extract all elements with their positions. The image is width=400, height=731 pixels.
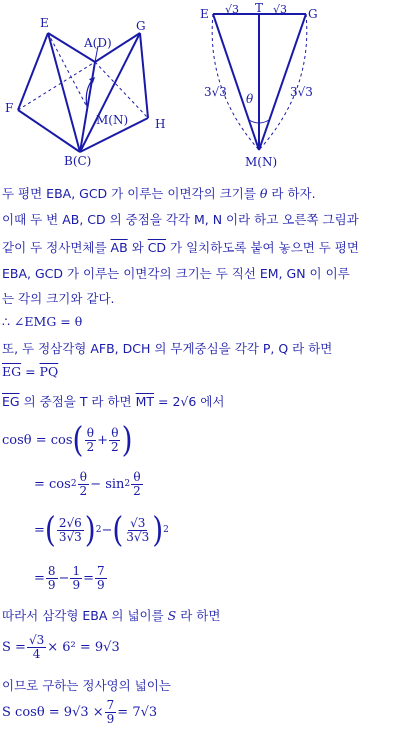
eq2-eq: = cos [34,476,71,492]
label-AD: A(D) [84,36,112,50]
segment-EG: $\overline{EG}$ [2,364,22,379]
fraction: $\frac{\theta}{2}$ [111,425,119,454]
label-H: H [155,117,166,131]
label-MN: M(N) [245,155,278,169]
square-2: 2 [124,479,131,489]
plus: + [97,432,109,448]
square-1: 2 [70,479,77,489]
text-line-5 [2,289,115,307]
text-t1c: 라 하면 [176,608,221,623]
eq1-lhs: cosθ = cos [2,432,73,448]
right-figure [196,0,400,178]
equation-4 [34,560,108,596]
S-lhs: S = [2,639,26,655]
equals: = [83,570,94,586]
equation-2 [34,466,144,502]
label-G: G [308,7,318,21]
minus: − [58,570,70,586]
label-E: E [40,16,49,30]
text-line-7 [2,339,332,357]
label-top-left: √3 [225,3,240,16]
label-side-right: 3√3 [290,85,313,99]
fraction: $\frac{8}{9}$ [47,563,56,592]
paren-open: ( [72,418,84,460]
text-line-2 [2,210,359,228]
segment-AB: $\overline{AB}$ [110,240,128,255]
text-l9d: = 2√6 에서 [154,394,225,409]
label-T: T [255,1,264,15]
text-l8b: = [21,364,40,379]
segment-CD: $\overline{CD}$ [147,240,167,255]
segment-EG-2: $\overline{EG}$ [2,394,20,409]
label-side-left: 3√3 [204,85,227,99]
final-lhs: S cosθ = 9√3 × [2,704,104,720]
text-l2a: 이때 두 변 AB, CD 의 중점을 각각 M, N 이라 하고 오른쪽 그림과 [2,212,359,227]
text-line-3 [2,238,359,256]
eq4-eq: = [34,570,45,586]
text-l4a: EBA, GCD 가 이루는 이면각의 크기는 두 직선 EM, GN 이 이루 [2,266,350,281]
label-MN: M(N) [96,113,129,127]
segment-PQ: $\overline{PQ}$ [39,364,59,379]
fraction: $\frac{2√6}{3√3}$ [58,515,82,544]
eq3-eq: = [34,522,45,538]
equation-1 [2,420,133,460]
text-line-9 [2,392,224,410]
equation-final [2,695,157,729]
fraction: $\frac{\theta}{2}$ [86,425,95,454]
label-G: G [136,19,146,33]
text-l9b: 의 중점을 T 라 하면 [19,394,136,409]
text-t2: 이므로 구하는 정사영의 넓이는 [2,678,171,693]
theta-symbol: θ [259,186,268,201]
S-symbol: S [167,608,177,623]
text-l6a: ∴ ∠EMG = θ [2,314,83,329]
dashed-FA [18,62,95,110]
text-line-6 [2,314,82,329]
left-figure [0,0,190,175]
text-l3a: 같이 두 정사면체를 [2,240,111,255]
minus: − [101,522,113,538]
label-top-right: √3 [273,3,288,16]
fraction: $\frac{7}{9}$ [97,563,105,592]
equation-S [2,628,120,666]
text-l5a: 는 각의 크기와 같다. [2,291,115,306]
equation-3: = ( $\frac{2√6}{3√3}$ ) 2 − ( $\frac{√3}{3√3}$ ) 2 [34,508,169,550]
edge-EF [18,33,48,110]
minus-sin: − sin [90,476,125,492]
text-l7a: 또, 두 정삼각형 AFB, DCH 의 무게중심을 각각 P, Q 라 하면 [2,341,333,356]
fraction: $\frac{1}{9}$ [72,563,81,592]
label-BC: B(C) [64,154,92,168]
fraction: $\frac{7}{9}$ [106,697,115,726]
text-line-4 [2,264,350,282]
final-rhs: = 7√3 [117,704,158,720]
text-l3e: 가 일치하도록 붙여 놓으면 두 평면 [166,240,359,255]
text-l3c: 와 [127,240,148,255]
fraction: $\frac{\theta}{2}$ [79,469,88,498]
edge-GH [140,33,148,118]
fraction: $\frac{√3}{4}$ [28,632,45,661]
text-line-11 [2,676,171,694]
label-E: E [200,7,209,21]
text-l1a: 두 평면 EBA, GCD 가 이루는 이면각의 크기를 [2,186,260,201]
paren-close: ) [121,418,133,460]
power-1: 2 [95,525,102,535]
text-line-1 [2,184,316,202]
label-F: F [5,101,14,115]
S-rhs: × 6² = 9√3 [47,639,120,655]
text-t1a: 따라서 삼각형 EBA 의 넓이를 [2,608,168,623]
label-theta: θ [246,92,254,106]
text-line-10 [2,606,220,624]
text-l1c: 라 하자. [267,186,316,201]
segment-MT: $\overline{MT}$ [135,394,155,409]
fraction: $\frac{\theta}{2}$ [133,469,141,498]
text-line-8 [2,364,58,379]
fraction: $\frac{√3}{3√3}$ [126,515,150,544]
power-2: 2 [163,525,169,535]
